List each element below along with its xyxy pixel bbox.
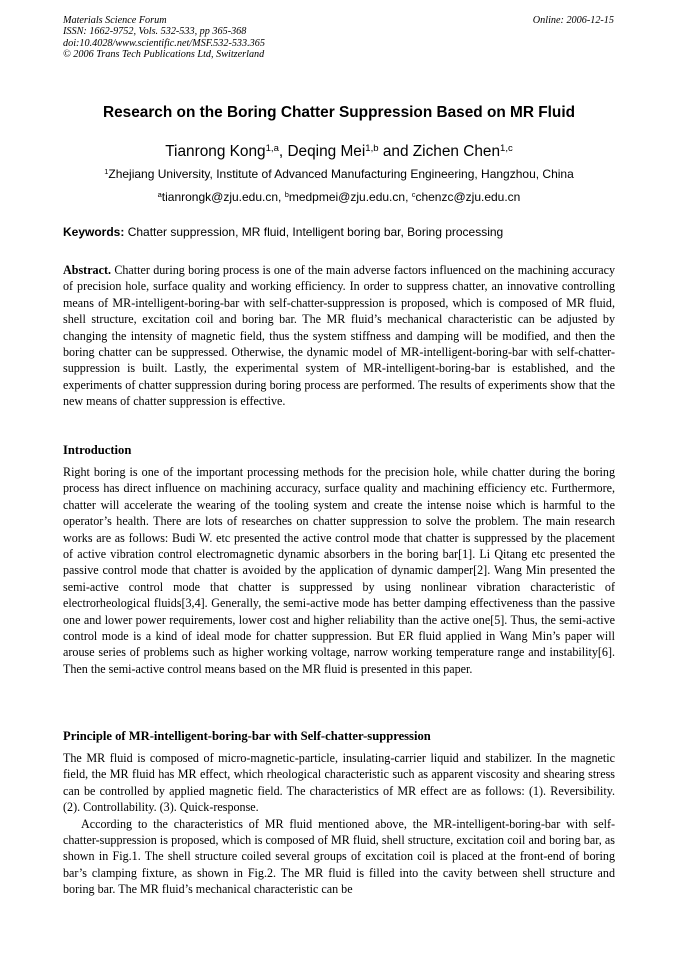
keywords-text: Chatter suppression, MR fluid, Intelligent boring bar, Boring processing: [124, 225, 504, 239]
email-address: tianrongk@zju.edu.cn,: [161, 190, 285, 204]
keywords-label: Keywords:: [63, 225, 125, 239]
email-superscript: a: [157, 189, 162, 199]
affiliation-line: [0, 167, 678, 181]
email-line: [0, 190, 678, 204]
paper-title: Research on the Boring Chatter Suppression Based on MR Fluid: [102, 104, 576, 121]
abstract-label: Abstract.: [63, 263, 112, 277]
online-date: Online: 2006-12-15: [532, 15, 614, 26]
principle-heading: Principle of MR-intelligent-boring-bar with Self-chatter-suppression: [63, 729, 431, 743]
author-separator: ,: [278, 143, 288, 160]
author-superscript: 1,c: [500, 142, 513, 154]
author-name: Zichen Chen: [412, 143, 501, 160]
abstract-text: Chatter during boring process is one of the main adverse factors influenced on the machining accuracy of precision hole, surface quality and working efficiency. In order to suppress chatter, an innovative controlling means of MR-intelligent-boring-bar with self-chatter-suppression is proposed, which is composed of MR fluid, shell structure, excitation coil and boring bar. The MR fluid’s mechanical characteristic can be adjusted by changing the intensity of magnetic field, thus the system stiffness and damping will be modified, and then the boring chatter can be suppressed. Otherwise, the dynamic model of MR-intelligent-boring-bar with self-chatter-suppression is built. Lastly, the experimental system of MR-intelligent-boring-bar is established, and the experiments of chatter suppression during boring process are performed. The results of experiments show that the new means of chatter suppression is effective.: [63, 263, 615, 409]
email-address: medpmei@zju.edu.cn,: [288, 190, 412, 204]
introduction-paragraph: Right boring is one of the important processing methods for the precision hole, while chatter during the boring process has direct influence on machining accuracy, surface quality and machining efficiency etc. Furthermore, chatter will accelerate the wearing of the tooling system and create the intense noise which is harmful to the operator’s health. There are lots of researches on chatter suppression to solve the problem. The main research works are as follows: Budi W. etc presented the active control mode that chatter is suppressed by the placement of active vibration control electromagnetic dynamic absorbers in the boring bar[1]. Li Qitang etc presented the passive control mode that chatter is avoided by the application of dynamic damper[2]. Wang Min presented the semi-active control mode that chatter is suppressed by using nonlinear vibration characteristic of electrorheological fluids[3,4]. Generally, the semi-active mode has better damping effectiveness than the passive one and lower power requirements, lower cost and higher reliability than the active one[5]. Thus, the semi-active control mode is a kind of ideal mode for chatter suppression. But ER fluid applied in Wang Min’s paper will arouse series of problems such as higher working voltage, narrow working temperature range and instability[6]. Then the semi-active control means based on the MR fluid is presented in this paper.: [63, 465, 615, 676]
email-superscript: b: [284, 189, 289, 199]
author-superscript: 1,a: [265, 142, 279, 154]
author-superscript: 1,b: [365, 142, 379, 154]
principle-paragraph: [63, 750, 615, 898]
principle-paragraph-2: [63, 816, 615, 898]
author-line: [0, 143, 678, 161]
email-address: chenzc@zju.edu.cn: [415, 190, 521, 204]
introduction-heading: Introduction: [63, 443, 132, 457]
author-separator: and: [378, 143, 413, 160]
issn-line: ISSN: 1662-9752, Vols. 532-533, pp 365-368: [63, 26, 247, 38]
author-name: Tianrong Kong: [165, 143, 266, 160]
email-superscript: c: [411, 189, 416, 199]
journal-header: [63, 15, 265, 61]
principle-paragraph-1: The MR fluid is composed of micro-magnetic-particle, insulating-carrier liquid and stabilizer. In the magnetic field, the MR fluid has MR effect, which rheological characteristic such as apparent viscosity and shearing stress can be controlled by applied magnetic field. The characteristics of MR effect are as follows: (1). Reversibility. (2). Controllability. (3). Quick-response.: [63, 751, 615, 815]
doi-line: doi:10.4028/www.scientific.net/MSF.532-533.365: [63, 37, 265, 49]
author-name: Deqing Mei: [287, 143, 366, 160]
journal-name: Materials Science Forum: [63, 15, 167, 26]
affiliation-superscript: 1: [104, 166, 109, 176]
principle-paragraph-2-text: According to the characteristics of MR fluid mentioned above, the MR-intelligent-boring-bar with self-chatter-suppression is proposed, which is composed of MR fluid, shell structure, excitation coil and boring bar, as shown in Fig.1. The shell structure coiled several groups of excitation coil is placed at the front-end of boring bar’s clamping fixture, as shown in Fig.2. The MR fluid is filled into the cavity between shell structure and boring bar. The MR fluid’s mechanical characteristic can be: [63, 816, 615, 897]
copyright-line: © 2006 Trans Tech Publications Ltd, Switzerland: [63, 49, 265, 61]
affiliation-text: Zhejiang University, Institute of Advanced Manufacturing Engineering, Hangzhou, China: [108, 167, 574, 181]
abstract-paragraph: [63, 262, 615, 410]
keywords-line: [63, 225, 503, 239]
